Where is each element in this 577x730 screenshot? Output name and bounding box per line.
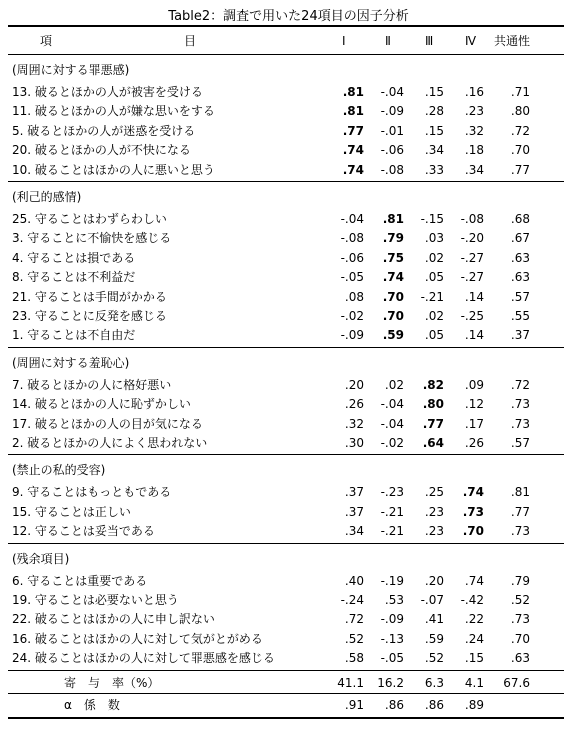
group-heading: (周囲に対する罪悪感) bbox=[12, 63, 130, 77]
group-heading: (周囲に対する羞恥心) bbox=[12, 355, 130, 370]
item-label: 1. 守ることは不自由だ bbox=[12, 328, 136, 343]
loading-value-col-1: .30 bbox=[344, 436, 364, 450]
item-label: 16. 破ることはほかの人に対して気がとがめる bbox=[12, 631, 263, 646]
item-label: 8. 守ることは不利益だ bbox=[12, 270, 136, 285]
loading-value-col-4: .73 bbox=[462, 504, 484, 519]
loading-value-col-5: .68 bbox=[510, 212, 530, 226]
loading-value-col-4: .12 bbox=[464, 397, 484, 412]
loading-value-col-2: .02 bbox=[384, 377, 404, 392]
loading-value-col-3: .77 bbox=[422, 416, 444, 431]
loading-value-col-1: .77 bbox=[342, 123, 364, 138]
loading-value-col-4: .74 bbox=[462, 485, 484, 500]
item-label: 12. 守ることは妥当である bbox=[12, 524, 155, 539]
loading-value-col-1: .52 bbox=[344, 631, 364, 646]
loading-value-col-3: -.15 bbox=[420, 212, 444, 226]
loading-value-col-4: -.25 bbox=[460, 309, 484, 323]
loading-value-col-3: .23 bbox=[424, 504, 444, 519]
loading-value-col-5: .57 bbox=[510, 289, 530, 304]
loading-value-col-5: .67 bbox=[510, 231, 530, 246]
loading-value-col-3: .34 bbox=[424, 143, 444, 158]
loading-value-col-5: .71 bbox=[510, 85, 530, 99]
loading-value-col-1: .37 bbox=[344, 504, 364, 519]
loading-value-col-2: -.21 bbox=[380, 524, 404, 539]
contribution-rate-label: 寄 与 率（%） bbox=[64, 675, 160, 690]
item-label: 19. 守ることは必要ないと思う bbox=[12, 593, 179, 607]
summary-value-col-2: 16.2 bbox=[377, 675, 404, 690]
loading-value-col-4: .18 bbox=[464, 143, 484, 158]
loading-value-col-4: -.27 bbox=[460, 270, 484, 285]
loading-value-col-3: .28 bbox=[424, 104, 444, 119]
loading-value-col-5: .72 bbox=[510, 377, 530, 392]
table-title: Table2：調査で用いた24項目の因子分析 bbox=[168, 9, 409, 24]
loading-value-col-4: .22 bbox=[464, 612, 484, 627]
loading-value-col-4: .24 bbox=[464, 631, 484, 646]
loading-value-col-3: .82 bbox=[422, 377, 444, 392]
item-label: 4. 守ることは損である bbox=[12, 250, 136, 265]
summary-value-col-1: 41.1 bbox=[337, 675, 364, 690]
loading-value-col-3: -.21 bbox=[420, 289, 444, 304]
item-label: 7. 破るとほかの人に格好悪い bbox=[12, 377, 172, 392]
item-label: 15. 守ることは正しい bbox=[12, 504, 131, 519]
loading-value-col-5: .57 bbox=[510, 436, 530, 450]
loading-value-col-4: -.08 bbox=[460, 212, 484, 226]
loading-value-col-1: .37 bbox=[344, 485, 364, 500]
item-label: 5. 破るとほかの人が迷惑を受ける bbox=[12, 123, 196, 138]
loading-value-col-4: -.27 bbox=[460, 250, 484, 265]
header-column-4: Ⅳ bbox=[465, 34, 477, 48]
loading-value-col-5: .63 bbox=[510, 651, 530, 666]
loading-value-col-5: .70 bbox=[510, 143, 530, 158]
loading-value-col-2: -.19 bbox=[380, 573, 404, 588]
loading-value-col-3: .05 bbox=[424, 328, 444, 343]
loading-value-col-4: .16 bbox=[464, 85, 484, 99]
summary-value-col-5: 67.6 bbox=[503, 675, 530, 690]
loading-value-col-5: .73 bbox=[510, 612, 530, 627]
loading-value-col-2: -.04 bbox=[380, 416, 404, 431]
loading-value-col-1: .40 bbox=[344, 573, 364, 588]
group-separator bbox=[8, 543, 564, 544]
loading-value-col-5: .73 bbox=[510, 416, 530, 431]
loading-value-col-3: .59 bbox=[424, 631, 444, 646]
item-label: 24. 破ることはほかの人に対して罪悪感を感じる bbox=[12, 651, 275, 666]
loading-value-col-5: .77 bbox=[510, 162, 530, 177]
loading-value-col-1: -.04 bbox=[340, 212, 364, 226]
loading-value-col-1: .74 bbox=[342, 143, 364, 158]
loading-value-col-4: .23 bbox=[464, 104, 484, 119]
loading-value-col-4: .26 bbox=[464, 436, 484, 450]
summary-value-col-2: .86 bbox=[384, 697, 404, 712]
loading-value-col-1: -.06 bbox=[340, 250, 364, 265]
loading-value-col-1: -.05 bbox=[340, 270, 364, 285]
loading-value-col-5: .63 bbox=[510, 250, 530, 265]
loading-value-col-1: -.08 bbox=[340, 231, 364, 246]
item-label: 10. 破ることはほかの人に悪いと思う bbox=[12, 162, 215, 177]
loading-value-col-3: .64 bbox=[422, 436, 444, 450]
item-label: 13. 破るとほかの人が被害を受ける bbox=[12, 85, 203, 99]
loading-value-col-3: .20 bbox=[424, 573, 444, 588]
loading-value-col-2: -.04 bbox=[380, 85, 404, 99]
loading-value-col-5: .52 bbox=[510, 593, 530, 607]
loading-value-col-4: .17 bbox=[464, 416, 484, 431]
loading-value-col-5: .81 bbox=[510, 485, 530, 500]
loading-value-col-4: -.42 bbox=[460, 593, 484, 607]
loading-value-col-5: .37 bbox=[510, 328, 530, 343]
summary-top-rule bbox=[8, 670, 564, 671]
item-label: 20. 破るとほかの人が不快になる bbox=[12, 143, 191, 158]
item-label: 25. 守ることはわずらわしい bbox=[12, 212, 167, 226]
loading-value-col-1: .72 bbox=[344, 612, 364, 627]
loading-value-col-4: .74 bbox=[464, 573, 484, 588]
header-column-3: Ⅲ bbox=[425, 34, 434, 48]
loading-value-col-2: -.08 bbox=[380, 162, 404, 177]
loading-value-col-1: -.09 bbox=[340, 328, 364, 343]
loading-value-col-1: .58 bbox=[344, 651, 364, 666]
loading-value-col-1: .26 bbox=[344, 397, 364, 412]
loading-value-col-2: -.06 bbox=[380, 143, 404, 158]
loading-value-col-1: .81 bbox=[342, 104, 364, 119]
loading-value-col-3: .23 bbox=[424, 524, 444, 539]
loading-value-col-2: -.09 bbox=[380, 612, 404, 627]
loading-value-col-2: -.23 bbox=[380, 485, 404, 500]
summary-value-col-4: .89 bbox=[464, 697, 484, 712]
loading-value-col-4: .32 bbox=[464, 123, 484, 138]
header-column-2: Ⅱ bbox=[385, 34, 391, 48]
header-bottom-rule bbox=[8, 54, 564, 55]
loading-value-col-3: .15 bbox=[424, 85, 444, 99]
loading-value-col-2: -.21 bbox=[380, 504, 404, 519]
loading-value-col-5: .73 bbox=[510, 524, 530, 539]
loading-value-col-3: .02 bbox=[424, 250, 444, 265]
group-separator bbox=[8, 454, 564, 455]
top-rule bbox=[8, 25, 564, 27]
loading-value-col-5: .77 bbox=[510, 504, 530, 519]
alpha-coefficient-label: α 係 数 bbox=[64, 697, 120, 712]
loading-value-col-2: .81 bbox=[382, 212, 404, 226]
group-heading: (利己的感情) bbox=[12, 190, 82, 204]
loading-value-col-5: .73 bbox=[510, 397, 530, 412]
loading-value-col-4: .14 bbox=[464, 289, 484, 304]
item-label: 22. 破ることはほかの人に申し訳ない bbox=[12, 612, 215, 627]
loading-value-col-4: -.20 bbox=[460, 231, 484, 246]
loading-value-col-2: .70 bbox=[382, 309, 404, 323]
loading-value-col-4: .09 bbox=[464, 377, 484, 392]
loading-value-col-2: -.02 bbox=[380, 436, 404, 450]
loading-value-col-3: .33 bbox=[424, 162, 444, 177]
loading-value-col-3: -.07 bbox=[420, 593, 444, 607]
loading-value-col-3: .02 bbox=[424, 309, 444, 323]
loading-value-col-2: -.05 bbox=[380, 651, 404, 666]
header-column-1: Ⅰ bbox=[342, 34, 346, 48]
loading-value-col-2: -.04 bbox=[380, 397, 404, 412]
summary-value-col-3: .86 bbox=[424, 697, 444, 712]
item-label: 21. 守ることは手間がかかる bbox=[12, 289, 167, 304]
item-label: 6. 守ることは重要である bbox=[12, 573, 148, 588]
loading-value-col-5: .63 bbox=[510, 270, 530, 285]
summary-value-col-4: 4.1 bbox=[464, 675, 484, 690]
loading-value-col-2: -.09 bbox=[380, 104, 404, 119]
item-label: 2. 破るとほかの人によく思われない bbox=[12, 436, 208, 450]
group-heading: (残余項目) bbox=[12, 551, 70, 566]
loading-value-col-3: .52 bbox=[424, 651, 444, 666]
loading-value-col-3: .80 bbox=[422, 397, 444, 412]
bottom-rule bbox=[8, 717, 564, 719]
loading-value-col-4: .14 bbox=[464, 328, 484, 343]
loading-value-col-2: .53 bbox=[384, 593, 404, 607]
item-label: 9. 守ることはもっともである bbox=[12, 485, 172, 500]
loading-value-col-2: .75 bbox=[382, 250, 404, 265]
loading-value-col-5: .55 bbox=[510, 309, 530, 323]
loading-value-col-2: .79 bbox=[382, 231, 404, 246]
loading-value-col-4: .70 bbox=[462, 524, 484, 539]
header-column-5: 共通性 bbox=[494, 34, 531, 48]
loading-value-col-1: .81 bbox=[342, 85, 364, 99]
loading-value-col-5: .80 bbox=[510, 104, 530, 119]
loading-value-col-1: .74 bbox=[342, 162, 364, 177]
loading-value-col-3: .25 bbox=[424, 485, 444, 500]
loading-value-col-2: .74 bbox=[382, 270, 404, 285]
loading-value-col-5: .70 bbox=[510, 631, 530, 646]
summary-mid-rule bbox=[8, 693, 564, 694]
item-label: 3. 守ることに不愉快を感じる bbox=[12, 231, 172, 246]
header-item-label: 項 目 bbox=[40, 34, 197, 48]
summary-value-col-3: 6.3 bbox=[424, 675, 444, 690]
loading-value-col-4: .15 bbox=[464, 651, 484, 666]
group-separator bbox=[8, 181, 564, 182]
loading-value-col-3: .03 bbox=[424, 231, 444, 246]
item-label: 23. 守ることに反発を感じる bbox=[12, 309, 167, 323]
loading-value-col-1: .34 bbox=[344, 524, 364, 539]
loading-value-col-4: .34 bbox=[464, 162, 484, 177]
loading-value-col-2: -.13 bbox=[380, 631, 404, 646]
item-label: 11. 破るとほかの人が嫌な思いをする bbox=[12, 104, 215, 119]
loading-value-col-3: .41 bbox=[424, 612, 444, 627]
loading-value-col-2: .59 bbox=[382, 328, 404, 343]
loading-value-col-1: .08 bbox=[344, 289, 364, 304]
loading-value-col-5: .79 bbox=[510, 573, 530, 588]
item-label: 14. 破るとほかの人に恥ずかしい bbox=[12, 397, 191, 412]
group-separator bbox=[8, 347, 564, 348]
loading-value-col-1: .32 bbox=[344, 416, 364, 431]
item-label: 17. 破るとほかの人の目が気になる bbox=[12, 416, 203, 431]
summary-value-col-1: .91 bbox=[344, 697, 364, 712]
loading-value-col-1: -.24 bbox=[340, 593, 364, 607]
loading-value-col-1: .20 bbox=[344, 377, 364, 392]
loading-value-col-5: .72 bbox=[510, 123, 530, 138]
loading-value-col-2: -.01 bbox=[380, 123, 404, 138]
group-heading: (禁止の私的受容) bbox=[12, 463, 106, 478]
loading-value-col-2: .70 bbox=[382, 289, 404, 304]
loading-value-col-3: .15 bbox=[424, 123, 444, 138]
loading-value-col-3: .05 bbox=[424, 270, 444, 285]
loading-value-col-1: -.02 bbox=[340, 309, 364, 323]
